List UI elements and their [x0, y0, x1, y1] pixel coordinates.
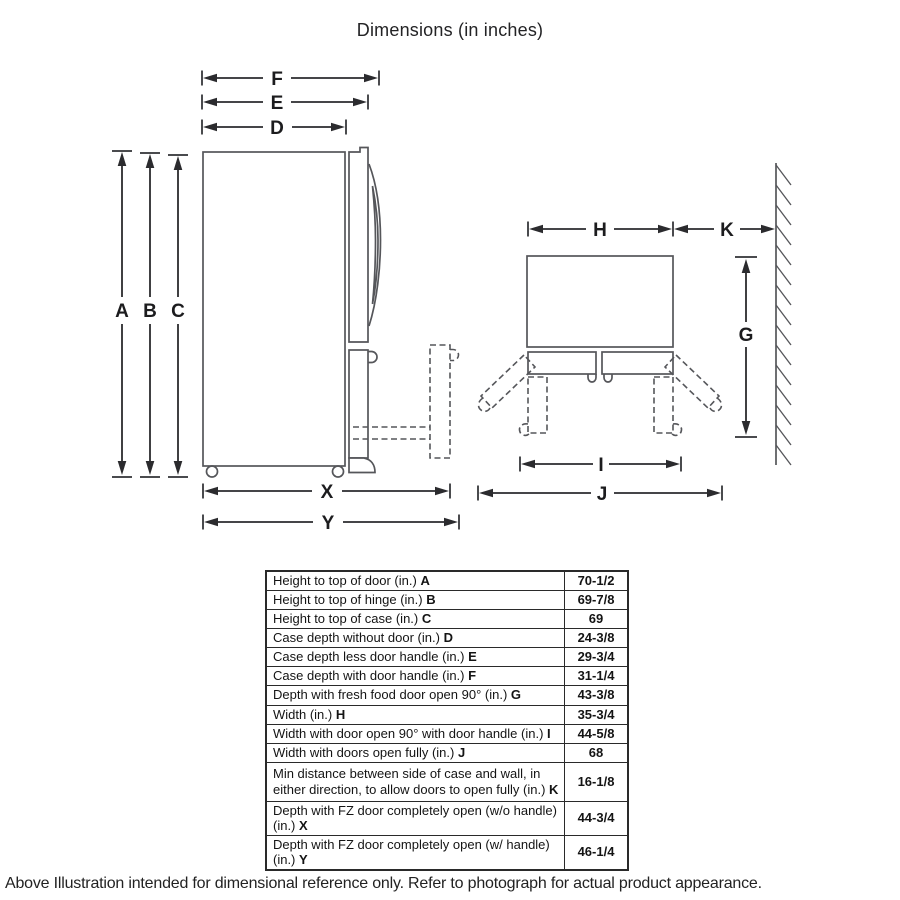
dim-I: [520, 455, 681, 476]
spec-key: D: [443, 629, 453, 645]
spec-label: Height to top of hinge (in.): [273, 591, 423, 607]
spec-key: C: [421, 610, 432, 626]
spec-value: 31-1/4: [565, 666, 629, 685]
case-outline: [203, 152, 345, 466]
table-row: [266, 743, 628, 762]
dim-E: [202, 93, 368, 114]
spec-label: Depth with fresh food door open 90° (in.): [273, 687, 508, 703]
left-door-closed: [528, 352, 596, 374]
dim-label-f: F: [271, 69, 283, 90]
dim-label-d: D: [270, 118, 284, 139]
spec-value: 44-3/4: [565, 801, 629, 835]
dimensions-table: [265, 570, 629, 871]
wall-hatch: [776, 163, 791, 465]
dim-label-a: A: [115, 301, 129, 322]
dim-D: [202, 118, 346, 139]
dim-B: [140, 153, 160, 477]
freezer-handle-icon: [368, 352, 377, 363]
spec-key: Y: [299, 852, 308, 867]
table-row: [266, 801, 628, 835]
table-row: [266, 685, 628, 705]
spec-key: E: [468, 648, 477, 664]
table-row: [266, 724, 628, 743]
spec-value: 69: [565, 609, 629, 628]
side-view: [203, 148, 459, 478]
dim-A: [112, 151, 132, 477]
spec-label: Case depth with door handle (in.): [273, 667, 465, 683]
table-row: [266, 762, 628, 801]
dim-G: [735, 257, 757, 437]
spec-key: B: [426, 591, 436, 607]
spec-label: Depth with FZ door completely open (w/o handle) (in.): [273, 802, 557, 833]
table-row: [266, 705, 628, 724]
dim-label-b: B: [143, 301, 157, 322]
spec-label: Case depth without door (in.): [273, 629, 440, 645]
dim-label-h: H: [593, 220, 607, 241]
freezer-drawer-front: [349, 350, 368, 458]
dim-label-c: C: [171, 301, 185, 322]
dim-Y: [203, 513, 459, 534]
spec-label: Case depth less door handle (in.): [273, 648, 465, 664]
dim-label-y: Y: [321, 513, 335, 534]
right-door-handle-icon: [604, 374, 612, 382]
dim-X: [203, 482, 450, 503]
page-title: Dimensions (in inches): [356, 20, 544, 40]
spec-value: 24-3/8: [565, 628, 629, 647]
spec-value: 44-5/8: [565, 724, 629, 743]
spec-key: K: [549, 781, 559, 797]
top-view: [479, 163, 791, 465]
spec-key: F: [468, 667, 477, 683]
dim-H: [528, 220, 673, 241]
spec-label: Width (in.): [273, 706, 333, 722]
table-row: [266, 666, 628, 685]
spec-key: X: [299, 818, 308, 833]
doors-open-90-dashed: [519, 377, 681, 435]
dim-C: [168, 155, 188, 477]
spec-value: 29-3/4: [565, 647, 629, 666]
case-top-outline: [527, 256, 673, 347]
spec-key: G: [510, 687, 522, 703]
dim-label-k: K: [720, 220, 734, 241]
rear-wheel: [333, 466, 344, 477]
dim-label-e: E: [270, 93, 284, 114]
dim-label-x: X: [320, 482, 334, 503]
spec-key: H: [335, 706, 346, 722]
spec-key: A: [420, 573, 430, 588]
table-row: [266, 609, 628, 628]
table-row: [266, 835, 628, 870]
dim-label-g: G: [738, 325, 754, 346]
dim-K: [674, 220, 775, 241]
spec-value: 68: [565, 743, 629, 762]
dim-label-i: I: [598, 455, 604, 476]
dim-J: [478, 484, 722, 505]
table-row: [266, 628, 628, 647]
freezer-foot: [349, 458, 375, 473]
dim-label-j: J: [596, 484, 608, 505]
spec-value: 70-1/2: [565, 571, 629, 590]
spec-key: J: [457, 744, 466, 760]
spec-label: Height to top of door (in.): [273, 573, 417, 588]
spec-label: Width with doors open fully (in.): [273, 744, 455, 760]
spec-label: Width with door open 90° with door handle (in.): [273, 725, 544, 741]
spec-value: 69-7/8: [565, 590, 629, 609]
front-wheel: [207, 466, 218, 477]
spec-label: Height to top of case (in.): [273, 610, 419, 626]
fresh-food-door: [349, 148, 368, 343]
spec-value: 16-1/8: [565, 762, 629, 801]
right-door-closed: [602, 352, 673, 374]
table-row: [266, 590, 628, 609]
left-door-handle-icon: [588, 374, 596, 382]
spec-value: 46-1/4: [565, 835, 629, 870]
spec-value: 43-3/8: [565, 685, 629, 705]
spec-key: I: [547, 725, 551, 741]
table-row: [266, 571, 628, 590]
spec-value: 35-3/4: [565, 705, 629, 724]
spec-label: Min distance between side of case and wall, in either direction, to allow doors to open fully (in.): [273, 766, 546, 797]
doors-open-full-dashed: [479, 355, 722, 411]
dim-F: [202, 69, 379, 90]
table-row: [266, 647, 628, 666]
spec-label: Depth with FZ door completely open (w/ handle) (in.): [273, 836, 550, 867]
footer-note: Above Illustration intended for dimensional reference only. Refer to photograph for actual product appearance.: [5, 875, 762, 892]
